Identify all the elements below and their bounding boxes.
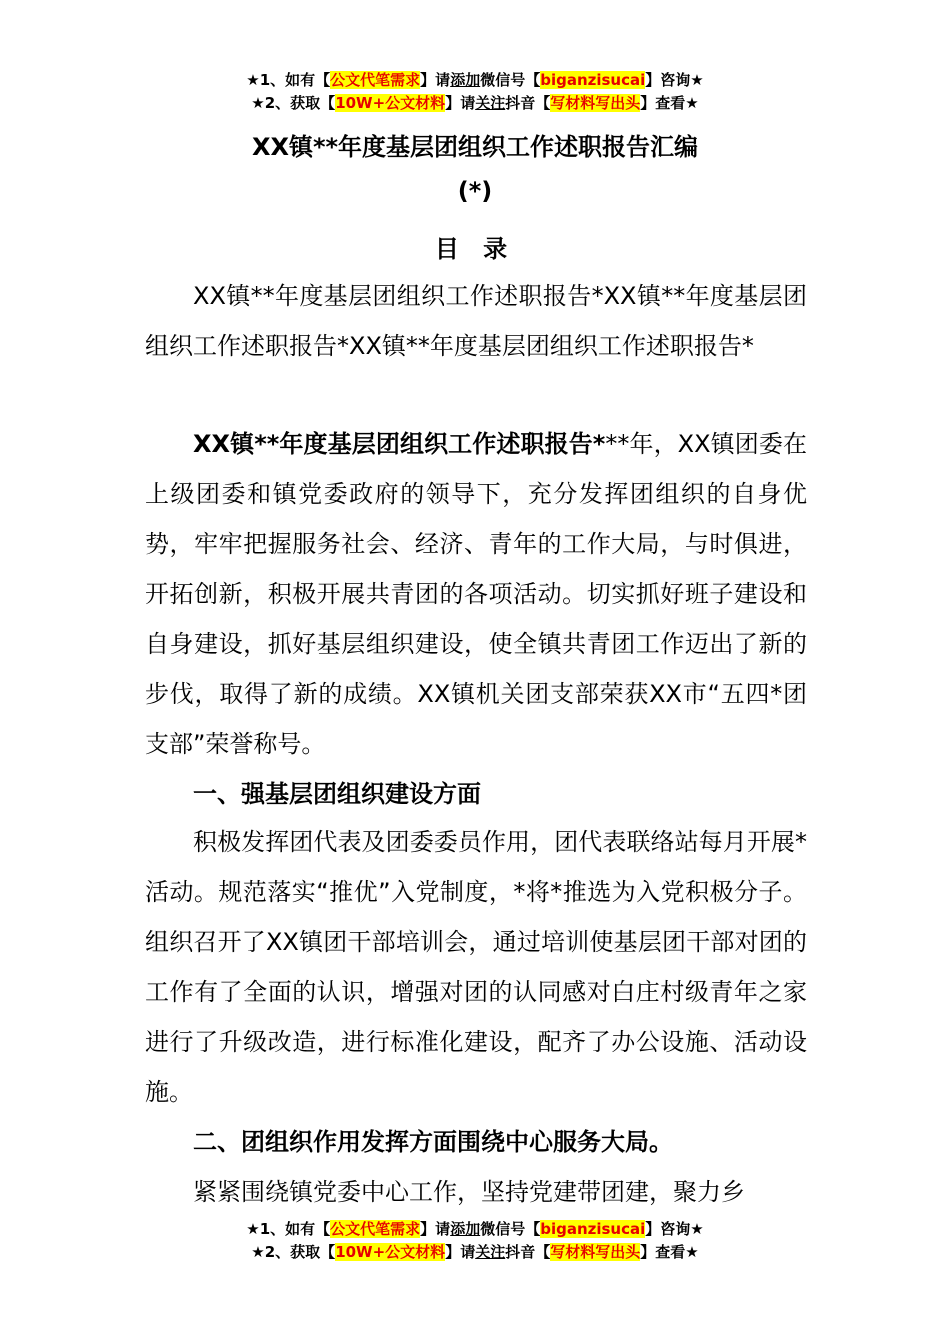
- promo-text: ★1、如有【: [246, 71, 331, 89]
- promo-text: ★2、获取【: [251, 1243, 336, 1261]
- intro-bold-title: XX镇**年度基层团组织工作述职报告*: [193, 430, 606, 458]
- intro-paragraph: [145, 419, 807, 769]
- promo-line-1: [0, 69, 950, 92]
- toc-text: XX镇**年度基层团组织工作述职报告*XX镇**年度基层团组织工作述职报告*XX镇**年度基层团组织工作述职报告*: [145, 282, 807, 360]
- douyin-id-highlight: 写材料写出头: [550, 94, 641, 112]
- promo-text: ★1、如有【: [246, 1220, 331, 1238]
- promo-highlight: 公文代笔需求: [330, 1220, 421, 1238]
- document-title: XX镇**年度基层团组织工作述职报告汇编: [251, 133, 699, 161]
- promo-text: 】查看★: [640, 94, 699, 112]
- document-subtitle: (*): [457, 177, 493, 205]
- promo-text: 】请: [445, 1243, 476, 1261]
- promo-text: 微信号【: [480, 1220, 541, 1238]
- promo-text: 】请: [445, 94, 476, 112]
- promo-line-1: [0, 1218, 950, 1241]
- promo-text: 】请: [420, 71, 451, 89]
- promo-underline: 关注: [475, 94, 506, 112]
- promo-text: 抖音【: [505, 94, 551, 112]
- promo-text: 】咨询★: [645, 71, 704, 89]
- douyin-id-highlight: 写材料写出头: [550, 1243, 641, 1261]
- promo-highlight: 10W+公文材料: [335, 94, 446, 112]
- intro-text: **年，XX镇团委在上级团委和镇党委政府的领导下，充分发挥团组织的自身优势，牢牢把握服务社会、经济、青年的工作大局，与时俱进，开拓创新，积极开展共青团的各项活动。切实抓好班子建设和自身建设，抓好基层组织建设，使全镇共青团工作迈出了新的步伐，取得了新的成绩。XX镇机关团支部荣获XX市“五四*团支部”荣誉称号。: [145, 430, 807, 758]
- promo-underline: 添加: [450, 1220, 481, 1238]
- promo-highlight: 10W+公文材料: [335, 1243, 446, 1261]
- section-2-heading: 二、团组织作用发挥方面围绕中心服务大局。: [193, 1128, 673, 1156]
- section-2-paragraph: 紧紧围绕镇党委中心工作，坚持党建带团建，聚力乡: [193, 1178, 745, 1206]
- promo-text: 抖音【: [505, 1243, 551, 1261]
- promo-banner-bottom: [0, 1218, 950, 1264]
- promo-text: ★2、获取【: [251, 94, 336, 112]
- promo-text: 】查看★: [640, 1243, 699, 1261]
- promo-underline: 关注: [475, 1243, 506, 1261]
- promo-line-2: [0, 92, 950, 115]
- wechat-id-highlight: biganzisucai: [540, 71, 646, 89]
- toc-heading: 目 录: [434, 235, 516, 263]
- promo-highlight: 公文代笔需求: [330, 71, 421, 89]
- promo-line-2: [0, 1241, 950, 1264]
- promo-banner-top: [0, 69, 950, 115]
- section-1-heading: 一、强基层团组织建设方面: [193, 780, 481, 808]
- promo-text: 】请: [420, 1220, 451, 1238]
- promo-text: 】咨询★: [645, 1220, 704, 1238]
- section-1-paragraph: 积极发挥团代表及团委委员作用，团代表联络站每月开展*活动。规范落实“推优”入党制度，*将*推选为入党积极分子。组织召开了XX镇团干部培训会，通过培训使基层团干部对团的工作有了全面的认识，增强对团的认同感对白庄村级青年之家进行了升级改造，进行标准化建设，配齐了办公设施、活动设施。: [145, 828, 807, 1106]
- wechat-id-highlight: biganzisucai: [540, 1220, 646, 1238]
- promo-underline: 添加: [450, 71, 481, 89]
- promo-text: 微信号【: [480, 71, 541, 89]
